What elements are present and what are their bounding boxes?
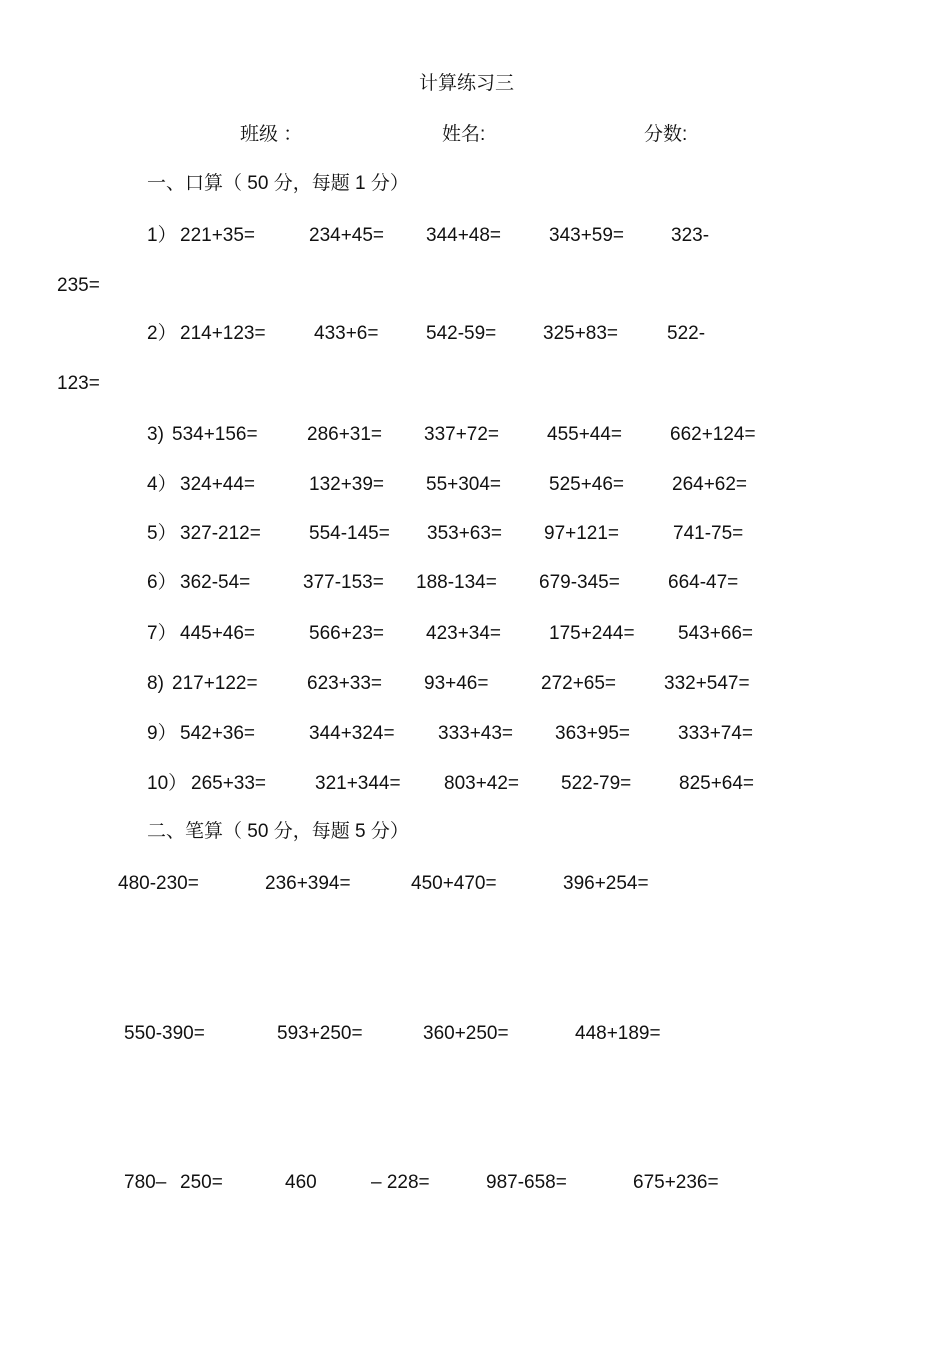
written-problem: 780– [124,1172,167,1193]
written-problem: 480-230= [118,873,199,894]
written-problem: 550-390= [124,1023,205,1044]
problem: 455+44= [547,424,623,445]
page-title: 计算练习三 [419,73,515,94]
problem: 188-134= [416,572,497,593]
problem: 344+48= [426,225,502,246]
row-number: 10） [147,773,188,794]
row-number: 3) [147,424,164,445]
problem: 323- [671,225,710,246]
problem: 525+46= [549,474,625,495]
row-number: 9） [147,723,177,744]
problem: 362-54= [180,572,251,593]
problem: 433+6= [314,323,379,344]
problem: 664-47= [668,572,739,593]
score-label: 分数: [644,124,688,145]
problem: 264+62= [672,474,748,495]
section2-heading: 二、笔算（ 50 分，每题 5 分） [147,821,409,842]
problem: 332+547= [664,673,750,694]
problem-wrap: 123= [57,373,100,394]
problem: 217+122= [172,673,258,694]
problem: 55+304= [426,474,502,495]
written-problem: – 228= [371,1172,430,1193]
problem: 542-59= [426,323,497,344]
problem: 272+65= [541,673,617,694]
section1-heading: 一、口算（ 50 分，每题 1 分） [147,173,409,194]
problem: 377-153= [303,572,384,593]
problem: 522-79= [561,773,632,794]
written-problem: 460 [285,1172,317,1193]
problem: 286+31= [307,424,383,445]
written-problem: 593+250= [277,1023,363,1044]
name-label: 姓名: [442,124,486,145]
problem: 175+244= [549,623,635,644]
problem: 221+35= [180,225,256,246]
problem: 803+42= [444,773,520,794]
problem: 623+33= [307,673,383,694]
problem: 363+95= [555,723,631,744]
written-problem: 236+394= [265,873,351,894]
problem: 543+66= [678,623,754,644]
problem: 534+156= [172,424,258,445]
row-number: 8) [147,673,164,694]
written-problem: 250= [180,1172,223,1193]
problem: 445+46= [180,623,256,644]
class-label: 班级 ： [240,124,303,145]
written-problem: 360+250= [423,1023,509,1044]
row-number: 4） [147,474,177,495]
problem: 327-212= [180,523,261,544]
row-number: 7） [147,623,177,644]
problem: 214+123= [180,323,266,344]
row-number: 1） [147,225,177,246]
problem: 234+45= [309,225,385,246]
problem: 97+121= [544,523,620,544]
problem: 132+39= [309,474,385,495]
written-problem: 675+236= [633,1172,719,1193]
problem: 662+124= [670,424,756,445]
problem: 265+33= [191,773,267,794]
problem: 825+64= [679,773,755,794]
row-number: 2） [147,323,177,344]
written-problem: 396+254= [563,873,649,894]
problem: 344+324= [309,723,395,744]
problem: 554-145= [309,523,390,544]
row-number: 5） [147,523,177,544]
written-problem: 448+189= [575,1023,661,1044]
problem: 337+72= [424,424,500,445]
problem: 93+46= [424,673,489,694]
problem: 679-345= [539,572,620,593]
row-number: 6） [147,572,177,593]
problem: 343+59= [549,225,625,246]
problem: 333+74= [678,723,754,744]
problem-wrap: 235= [57,275,100,296]
problem: 333+43= [438,723,514,744]
problem: 325+83= [543,323,619,344]
problem: 566+23= [309,623,385,644]
problem: 542+36= [180,723,256,744]
problem: 423+34= [426,623,502,644]
problem: 321+344= [315,773,401,794]
problem: 324+44= [180,474,256,495]
problem: 741-75= [673,523,744,544]
problem: 353+63= [427,523,503,544]
written-problem: 987-658= [486,1172,567,1193]
problem: 522- [667,323,706,344]
written-problem: 450+470= [411,873,497,894]
